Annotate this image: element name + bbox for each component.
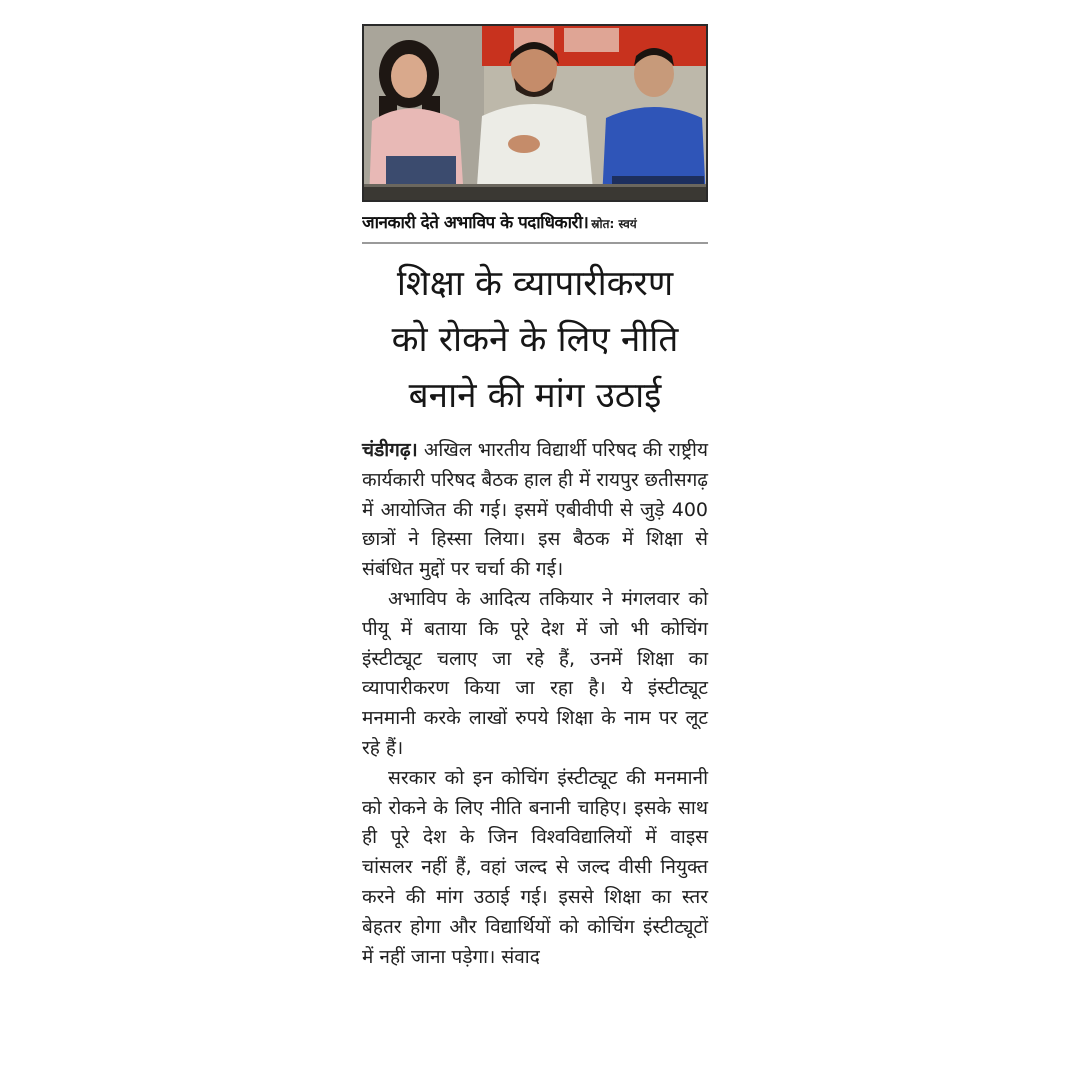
byline: संवाद (501, 945, 540, 968)
photo-illustration (364, 26, 706, 200)
dateline: चंडीगढ़। (362, 439, 418, 461)
caption-divider (362, 242, 708, 244)
news-clipping (362, 24, 708, 972)
article-paragraph (362, 764, 708, 973)
news-photo (362, 24, 708, 202)
article-paragraph: अभाविप के आदित्य तकियार ने मंगलवार को पीयू में बताया कि पूरे देश में जो भी कोचिंग इंस्टीट्यूट चलाए जा रहे हैं, उनमें शिक्षा का व्यापारीकरण किया जा रहा है। ये इंस्टीट्यूट मनमानी करके लाखों रुपये शिक्षा के नाम पर लूट रहे हैं। (362, 587, 708, 759)
headline-line: बनाने की मांग उठाई (408, 376, 662, 416)
photo-source: स्रोत: स्वयं (591, 217, 637, 231)
photo-caption: जानकारी देते अभाविप के पदाधिकारी। (362, 213, 589, 233)
article-body (362, 436, 708, 972)
paragraph-text: सरकार को इन कोचिंग इंस्टीट्यूट की मनमानी को रोकने के लिए नीति बनानी चाहिए। इसके साथ ही पूरे देश के जिन विश्वविद्यालियों में वाइस चांसलर नहीं हैं, वहां जल्द से जल्द वीसी नियुक्त करने की मांग उठाई गई। इससे शिक्षा का स्तर बेहतर होगा और विद्यार्थियों को कोचिंग इंस्टीट्यूटों में नहीं जाना पड़ेगा। (362, 766, 708, 968)
paragraph-text: अखिल भारतीय विद्यार्थी परिषद की राष्ट्रीय कार्यकारी परिषद बैठक हाल ही में रायपुर छतीसगढ़ में आयोजित की गई। इसमें एबीवीपी से जुड़े 400 छात्रों ने हिस्सा लिया। इस बैठक में शिक्षा से संबंधित मुद्दों पर चर्चा की गई। (362, 439, 708, 581)
article-paragraph (362, 436, 708, 585)
headline-line: शिक्षा के व्यापारीकरण (396, 264, 674, 304)
headline (362, 256, 708, 424)
photo-caption-row (362, 210, 708, 240)
headline-line: को रोकने के लिए नीति (391, 320, 679, 360)
